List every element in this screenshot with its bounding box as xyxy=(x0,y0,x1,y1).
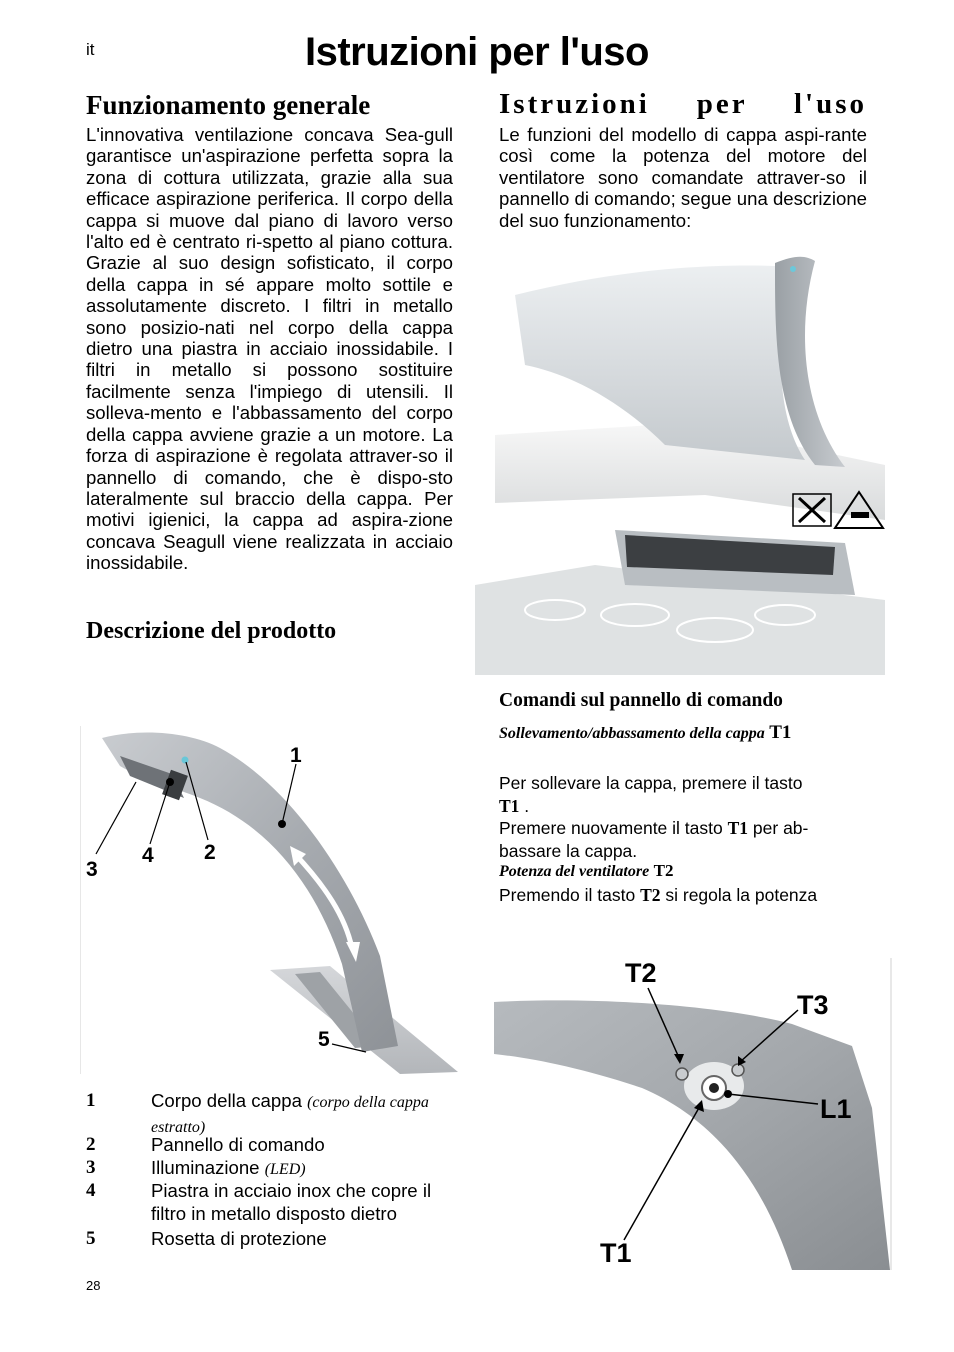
t1-line2a: Premere nuovamente il tasto xyxy=(499,818,723,838)
t1-instructions xyxy=(499,772,869,862)
legend-note: (LED) xyxy=(264,1161,306,1178)
t2-title-line xyxy=(499,861,674,881)
section-heading-product: Descrizione del prodotto xyxy=(86,618,337,644)
diagram-label-4: 4 xyxy=(142,844,154,867)
panel-label-t2: T2 xyxy=(625,958,657,988)
t1-line1: Per sollevare la cappa, premere il tasto xyxy=(499,773,803,793)
parts-legend xyxy=(86,1090,466,1251)
legend-item xyxy=(86,1180,466,1228)
t2-key-b: T2 xyxy=(640,885,661,905)
t2-line-b: si regola la potenza xyxy=(665,885,818,905)
legend-text: Pannello di comando xyxy=(151,1134,325,1155)
t2-title: Potenza del ventilatore xyxy=(499,863,650,880)
legend-item xyxy=(86,1134,466,1157)
t2-line-a: Premendo il tasto xyxy=(499,885,636,905)
legend-num: 2 xyxy=(86,1134,96,1155)
t1-dot: . xyxy=(519,795,530,816)
legend-num: 3 xyxy=(86,1157,96,1178)
hood-photos xyxy=(475,255,885,675)
legend-text: Illuminazione xyxy=(151,1157,260,1178)
hood-raised-and-lowered-illustration xyxy=(475,255,885,675)
product-diagram xyxy=(80,726,458,1074)
legend-text: Rosetta di protezione xyxy=(151,1228,327,1249)
legend-num: 4 xyxy=(86,1180,96,1201)
t1-key: T1 xyxy=(769,722,792,743)
t2-instructions xyxy=(499,884,817,907)
t1-key-c: T1 xyxy=(727,818,749,838)
controls-heading: Comandi sul pannello di comando xyxy=(499,690,783,711)
section-heading-general: Funzionamento generale xyxy=(86,90,371,120)
legend-item xyxy=(86,1157,466,1180)
control-panel-diagram xyxy=(492,958,892,1270)
t1-title: Sollevamento/abbassamento della cappa xyxy=(499,725,765,742)
legend-num: 5 xyxy=(86,1228,96,1249)
diagram-label-3: 3 xyxy=(86,858,98,881)
section-heading-instructions: Istruzioni per l'uso xyxy=(499,88,867,120)
legend-num: 1 xyxy=(86,1090,96,1111)
panel-label-t1: T1 xyxy=(600,1238,632,1268)
general-paragraph: L'innovativa ventilazione concava Sea-gull garantisce un'aspirazione perfetta sopra la zona di cottura utilizzata, grazie alla sua efficace aspirazione periferica. Il corpo della cappa si muove dal piano di lavoro verso l'alto ed è centrato ri-spetto al piano cottura. Grazie al suo design sofisticato, il corpo della cappa in sé appare molto sottile e assolutamente discreto. I filtri in metallo sono posizio-nati nel corpo della cappa dietro una piastra in acciaio inossidabile. I filtri in metallo si possono sostituire facilmente senza l'impiego di utensili. Il solleva-mento e l'abbassamento del corpo della cappa avviene grazie a un motore. La forza di aspirazione è regolata attraver-so il pannello di comando, che è dispo-sto lateralmente sul braccio della cappa. Per motivi igienici, la cappa ad aspira-zione concava Seagull viene realizzata in acciaio inossidabile. xyxy=(86,124,453,574)
legend-item xyxy=(86,1090,466,1134)
t2-key: T2 xyxy=(653,861,674,880)
legend-item xyxy=(86,1228,466,1251)
diagram-label-2: 2 xyxy=(204,841,216,864)
diagram-label-1: 1 xyxy=(290,744,302,767)
diagram-label-5: 5 xyxy=(318,1028,330,1051)
instructions-paragraph: Le funzioni del modello di cappa aspi-rante così come la potenza del motore del ventilatore sono comandate attraver-so il pannello di comando; segue una descrizione del suo funzionamento: xyxy=(499,124,867,231)
t1-line2b: per ab-bassare la cappa. xyxy=(499,818,809,861)
page-title: Istruzioni per l'uso xyxy=(305,30,649,74)
legend-note: (corpo della cappa estratto) xyxy=(151,1094,429,1136)
panel-label-t3: T3 xyxy=(797,990,829,1020)
language-code: it xyxy=(86,40,95,59)
legend-text: Corpo della cappa xyxy=(151,1090,302,1111)
page-number: 28 xyxy=(86,1278,101,1293)
hood-arm-illustration xyxy=(80,726,458,1074)
t1-title-line xyxy=(499,722,791,744)
legend-text: Piastra in acciaio inox che copre il filtro in metallo disposto dietro xyxy=(151,1180,432,1224)
t1-key-b: T1 xyxy=(499,795,520,816)
panel-label-l1: L1 xyxy=(820,1094,852,1124)
